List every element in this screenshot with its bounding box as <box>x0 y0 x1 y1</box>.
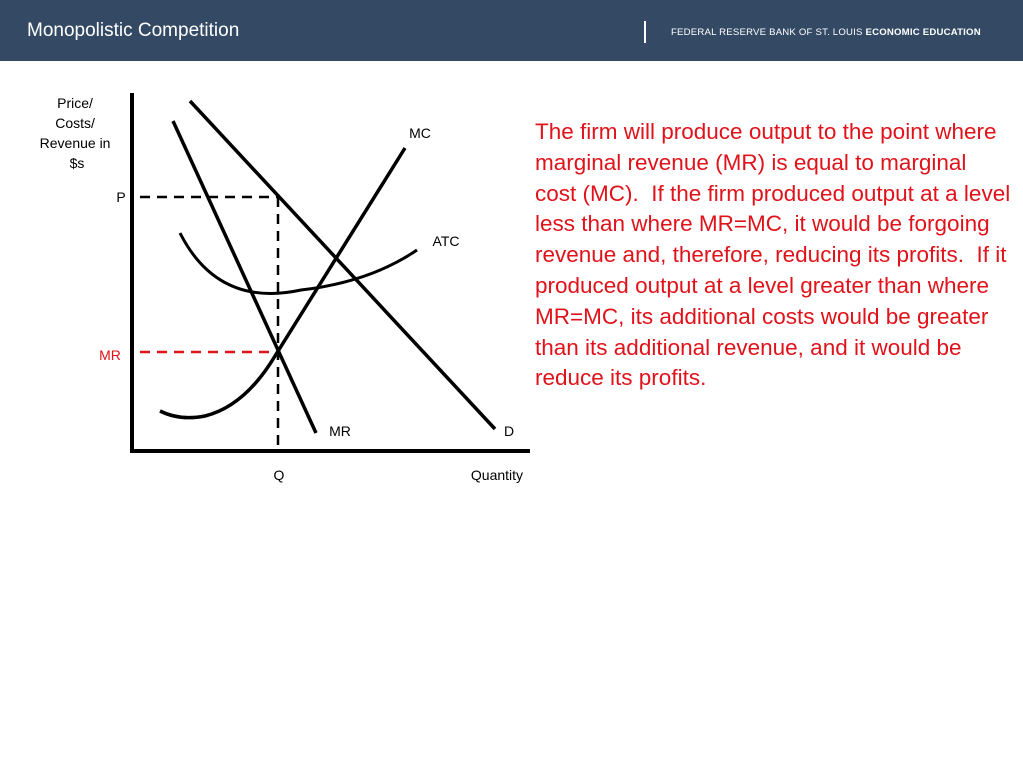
mc-curve-label: MC <box>409 125 431 141</box>
monopolistic-competition-diagram <box>0 61 540 501</box>
mr-curve-label: MR <box>329 423 351 439</box>
org-name-prefix: FEDERAL RESERVE BANK OF ST. LOUIS <box>671 27 863 38</box>
marginal-revenue-curve <box>173 121 316 433</box>
slide-title: Monopolistic Competition <box>27 20 240 41</box>
org-name <box>671 27 981 38</box>
mr-level-label: MR <box>99 347 121 363</box>
demand-curve <box>190 101 495 429</box>
y-axis-label <box>40 95 115 171</box>
org-name-strong: ECONOMIC EDUCATION <box>865 27 981 38</box>
atc-curve-label: ATC <box>432 233 460 249</box>
average-total-cost-curve <box>180 233 417 293</box>
y-axis-label-line: Revenue in <box>39 135 111 151</box>
header-bar <box>0 0 1023 61</box>
y-axis-label-line: Price/ <box>57 95 93 111</box>
x-axis-label: Quantity <box>470 467 524 483</box>
marginal-cost-curve <box>160 148 405 418</box>
quantity-q-label: Q <box>273 467 285 483</box>
y-axis-label-line: Costs/ <box>55 115 95 131</box>
explanation-text: The firm will produce output to the point where marginal revenue (MR) is equal to marginal cost (MC). If the firm produced output at a level less than where MR=MC, it would be forgoing revenue and, therefore, reducing its profits. If it produced output at a level greater than where MR=MC, its additional costs would be greater than its additional revenue, and it would be reduce its profits. <box>535 119 1017 391</box>
header-divider <box>644 21 646 43</box>
price-label: P <box>116 189 126 205</box>
y-axis-label-line: $s <box>69 155 85 171</box>
demand-curve-label: D <box>503 423 515 439</box>
